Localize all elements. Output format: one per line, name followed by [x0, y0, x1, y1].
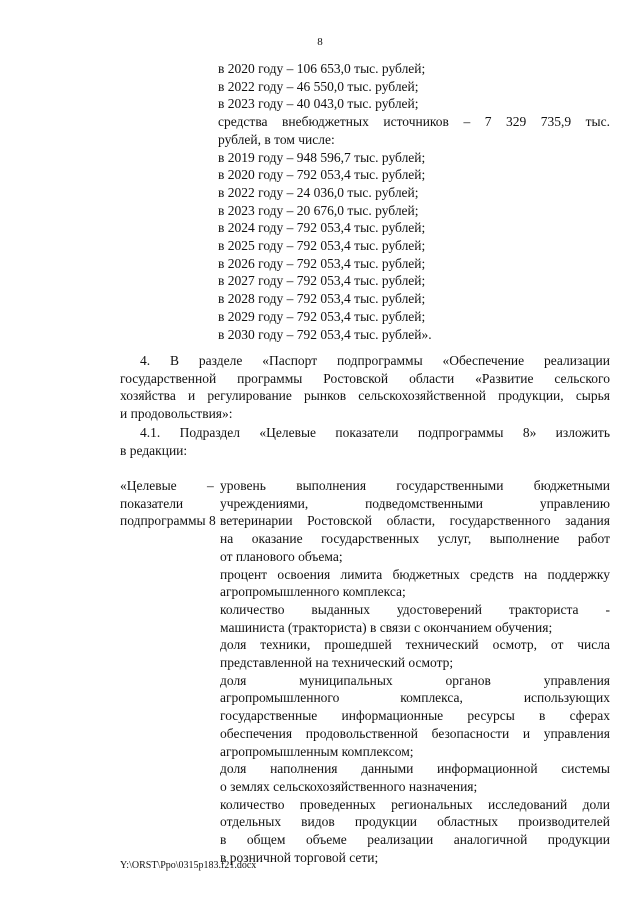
funding-line: в 2027 году – 792 053,4 тыс. рублей; [218, 273, 426, 289]
funding-line: в 2024 году – 792 053,4 тыс. рублей; [218, 220, 426, 236]
paragraph-4 [120, 352, 610, 423]
indicator-line: количество проведенных региональных исследований доли [220, 796, 610, 812]
funding-line: в 2030 году – 792 053,4 тыс. рублей». [218, 326, 432, 342]
indicator-line: доля муниципальных органов управления [220, 672, 610, 688]
indicator-line: доля техники, прошедшей технический осмотр, от числа [220, 637, 610, 653]
funding-line: в 2026 году – 792 053,4 тыс. рублей; [218, 255, 426, 271]
paragraph-line: и продовольствия»: [120, 406, 233, 422]
funding-line: в 2022 году – 24 036,0 тыс. рублей; [218, 184, 419, 200]
indicator-line: представленной на технический осмотр; [220, 655, 454, 671]
label-line: «Целевые [120, 478, 177, 493]
indicator-line: ветеринарии Ростовской области, государственного задания [220, 513, 610, 529]
funding-line: в 2022 году – 46 550,0 тыс. рублей; [218, 78, 419, 94]
indicators-list [220, 477, 610, 866]
indicator-line: обеспечения продовольственной безопасности и управления [220, 725, 610, 741]
label-line: подпрограммы 8 [120, 513, 216, 529]
target-indicators-label [120, 477, 216, 530]
funding-line: в 2028 году – 792 053,4 тыс. рублей; [218, 291, 426, 307]
indicator-line: процент освоения лимита бюджетных средств на поддержку [220, 566, 610, 582]
funding-line: в 2020 году – 106 653,0 тыс. рублей; [218, 61, 426, 76]
funding-list [218, 60, 610, 343]
indicator-line: уровень выполнения государственными бюджетными [220, 478, 610, 493]
funding-line: в 2023 году – 20 676,0 тыс. рублей; [218, 202, 419, 218]
indicator-line: о землях сельскохозяйственного назначения; [220, 778, 478, 794]
indicator-line: агропромышленного комплекса; [220, 584, 406, 600]
indicator-line: от планового объема; [220, 548, 343, 564]
label-line: показатели [120, 495, 184, 511]
indicator-line: агропромышленного комплекса, использующих [220, 690, 610, 706]
paragraph-line: 4.1. Подраздел «Целевые показатели подпрограммы 8» изложить [140, 425, 610, 440]
paragraph-4-1 [120, 424, 610, 459]
label-dash: – [207, 478, 214, 493]
paragraph-line: в редакции: [120, 442, 188, 458]
indicator-line: доля наполнения данными информационной системы [220, 761, 610, 777]
indicator-line: государственные информационные ресурсы в сферах [220, 708, 610, 724]
page-number: 8 [317, 36, 323, 48]
funding-line: рублей, в том числе: [218, 131, 335, 147]
funding-line: в 2029 году – 792 053,4 тыс. рублей; [218, 308, 426, 324]
funding-line: средства внебюджетных источников – 7 329 735,9 тыс. [218, 114, 610, 130]
funding-line: в 2025 году – 792 053,4 тыс. рублей; [218, 238, 426, 254]
indicator-line: на оказание государственных услуг, выполнение работ [220, 531, 610, 547]
indicator-line: агропромышленным комплексом; [220, 743, 414, 759]
funding-line: в 2019 году – 948 596,7 тыс. рублей; [218, 149, 426, 165]
paragraph-line: 4. В разделе «Паспорт подпрограммы «Обеспечение реализации [140, 353, 610, 368]
indicator-line: машиниста (тракториста) в связи с окончанием обучения; [220, 619, 553, 635]
indicator-line: отдельных видов продукции областных производителей [220, 814, 610, 830]
funding-line: в 2020 году – 792 053,4 тыс. рублей; [218, 167, 426, 183]
indicator-line: количество выданных удостоверений тракториста - [220, 601, 610, 617]
file-path-footer: Y:\ORST\Ppo\0315p183.f21.docx [120, 860, 257, 871]
indicator-line: в розничной торговой сети; [220, 849, 379, 865]
indicator-line: учреждениями, подведомственными управлению [220, 495, 610, 511]
paragraph-line: государственной программы Ростовской области «Развитие сельского [120, 370, 610, 386]
funding-line: в 2023 году – 40 043,0 тыс. рублей; [218, 96, 419, 112]
indicator-line: в общем объеме реализации аналогичной продукции [220, 832, 610, 848]
paragraph-line: хозяйства и регулирование рынков сельскохозяйственной продукции, сырья [120, 388, 610, 404]
